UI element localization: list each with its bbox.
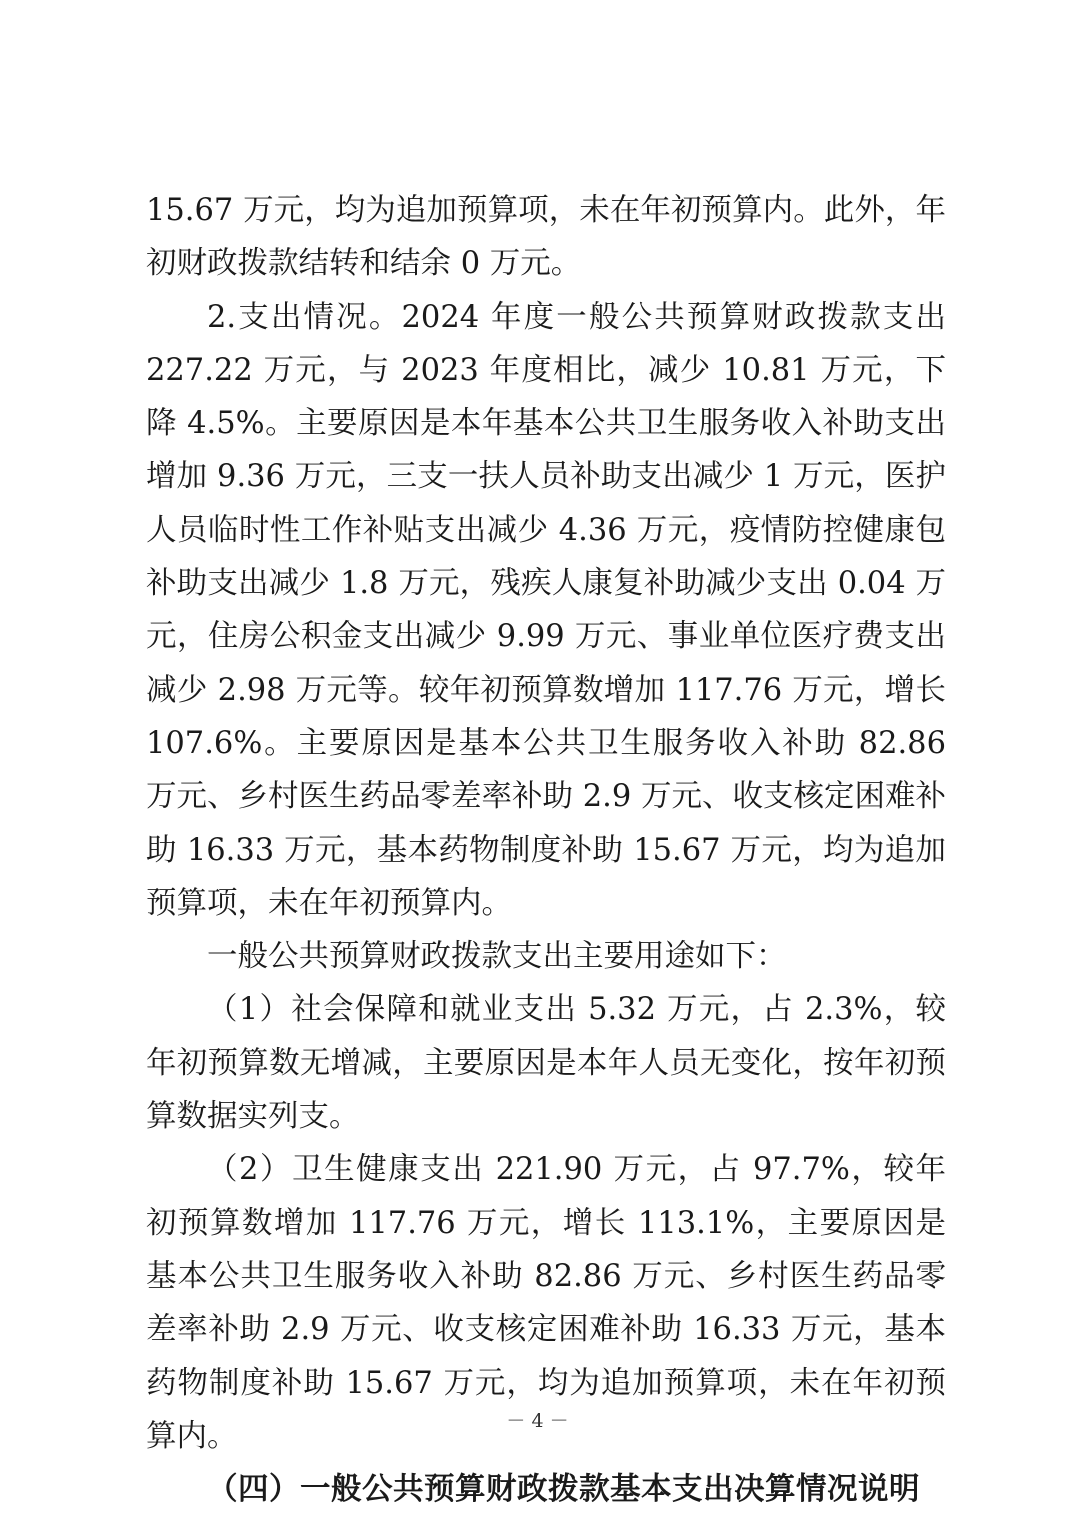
paragraph-usage-intro: 一般公共预算财政拨款支出主要用途如下： (207, 939, 787, 975)
paragraph-income-continuation: 15.67 万元，均为追加预算项，未在年初预算内。此外，年初财政拨款结转和结余 0 万元。 (146, 193, 946, 282)
page-number: － 4 － (506, 1410, 569, 1432)
paragraph-health: （2）卫生健康支出 221.90 万元，占 97.7%，较年初预算数增加 117.76 万元，增长 113.1%，主要原因是基本公共卫生服务收入补助 82.86 万元、乡村医生药品零差率补助 2.9 万元、收支核定困难补助 16.33 万元，基本药物制度补助 15.67 万元，均为追加预算项，未在年初预算内。 (146, 1152, 946, 1454)
section-heading: （四）一般公共预算财政拨款基本支出决算情况说明 (207, 1472, 920, 1508)
paragraph-social-security: （1）社会保障和就业支出 5.32 万元，占 2.3%，较年初预算数无增减，主要原因是本年人员无变化，按年初预算数据实列支。 (146, 992, 946, 1135)
document-body (146, 184, 946, 1516)
paragraph-expenditure-overview: 2.支出情况。2024 年度一般公共预算财政拨款支出 227.22 万元，与 2023 年度相比，减少 10.81 万元，下降 4.5%。主要原因是本年基本公共卫生服务收入补助支出增加 9.36 万元，三支一扶人员补助支出减少 1 万元，医护人员临时性工作补贴支出减少 4.36 万元，疫情防控健康包补助支出减少 1.8 万元，残疾人康复补助减少支出 0.04 万元，住房公积金支出减少 9.99 万元、事业单位医疗费支出减少 2.98 万元等。较年初预算数增加 117.76 万元，增长 107.6%。主要原因是基本公共卫生服务收入补助 82.86 万元、乡村医生药品零差率补助 2.9 万元、收支核定困难补助 16.33 万元，基本药物制度补助 15.67 万元，均为追加预算项，未在年初预算内。 (146, 299, 946, 921)
